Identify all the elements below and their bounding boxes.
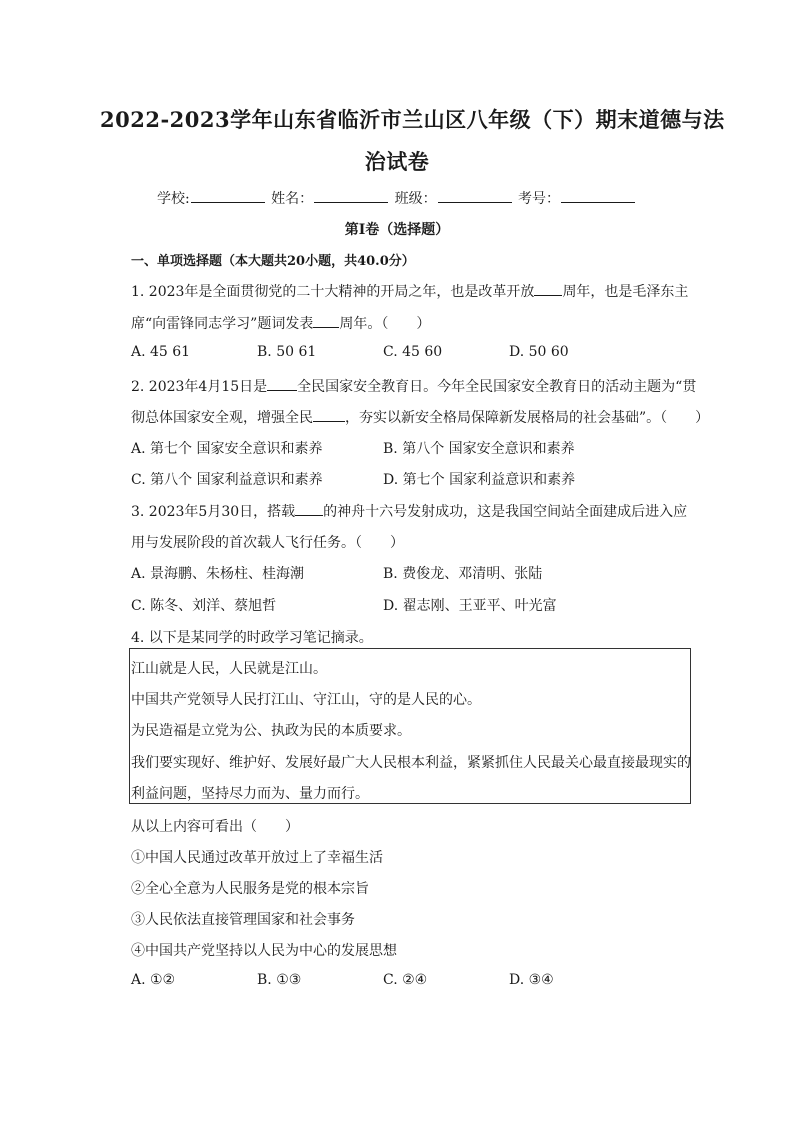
q1-text-a: 1. 2023年是全面贯彻党的二十大精神的开局之年，也是改革开放 [131,284,535,300]
q2-line-2 [131,407,709,427]
school-blank [191,190,265,203]
q2-blank-1 [267,378,297,391]
name-label: 姓名： [271,191,314,207]
notes-line-3: 为民造福是立党为公、执政为民的本质要求。 [131,723,411,739]
q1-text-d: 周年。（ ） [339,316,431,332]
q3-option-d: D. 翟志刚、王亚平、叶光富 [383,598,557,614]
q3-text-a: 3. 2023年5月30日，搭载 [131,504,296,520]
q3-option-c: C. 陈冬、刘洋、蔡旭哲 [131,598,277,614]
volume-heading: 第I卷（选择题） [344,222,450,238]
name-blank [314,190,388,203]
q2-blank-2 [313,409,345,422]
q1-option-a: A. 45 61 [131,344,191,360]
q4-stem: 4. 以下是某同学的时政学习笔记摘录。 [131,630,373,646]
class-label: 班级： [394,191,437,207]
school-label: 学校: [156,191,190,207]
q3-option-a: A. 景海鹏、朱杨柱、桂海潮 [131,566,305,582]
q1-option-b: B. 50 61 [257,344,317,360]
q4-option-c: C. ②④ [383,972,428,988]
q3-option-b: B. 费俊龙、邓清明、张陆 [383,566,543,582]
q4-option-a: A. ①② [131,972,176,988]
q2-option-b: B. 第八个 国家安全意识和素养 [383,441,575,457]
q3-line-2: 用与发展阶段的首次载人飞行任务。（ ） [131,535,404,551]
q4-option-d: D. ③④ [509,972,554,988]
section-heading: 一、单项选择题（本大题共20小题，共40.0分） [131,254,415,269]
q1-option-c: C. 45 60 [383,344,443,360]
q1-blank-1 [534,283,562,296]
q2-option-a: A. 第七个 国家安全意识和素养 [131,441,323,457]
class-blank [438,190,512,203]
q1-line-2 [131,313,430,333]
notes-line-2: 中国共产党领导人民打江山、守江山，守的是人民的心。 [131,692,481,708]
q2-text-c: 彻总体国家安全观，增强全民 [131,410,313,426]
number-label: 考号： [518,191,561,207]
q2-text-d: ，夯实以新安全格局保障新发展格局的社会基础”。（ ） [345,410,710,426]
q3-text-b: 的神舟十六号发射成功，这是我国空间站全面建成后进入应 [323,504,688,520]
notes-line-5: 利益问题，坚持尽力而为、量力而行。 [131,786,369,802]
q4-item-1: ①中国人民通过改革开放过上了幸福生活 [131,850,383,866]
q1-line-1 [131,281,688,301]
q1-option-d: D. 50 60 [509,344,569,360]
notes-line-4: 我们要实现好、维护好、发展好最广大人民根本利益，紧紧抓住人民最关心最直接最现实的 [131,755,691,771]
q2-option-d: D. 第七个 国家利益意识和素养 [383,472,576,488]
number-blank [561,190,635,203]
q4-item-2: ②全心全意为人民服务是党的根本宗旨 [131,881,369,897]
q3-line-1 [131,501,687,521]
q2-text-a: 2. 2023年4月15日是 [131,379,268,395]
q4-item-3: ③人民依法直接管理国家和社会事务 [131,912,355,928]
q3-blank-1 [295,503,323,516]
q2-text-b: 全民国家安全教育日。今年全民国家安全教育日的活动主题为“贯 [297,379,697,395]
exam-title-line-2: 治试卷 [364,149,430,174]
q1-text-c: 席“向雷锋同志学习”题词发表 [131,316,314,332]
q4-option-b: B. ①③ [257,972,302,988]
q4-prompt: 从以上内容可看出（ ） [131,819,299,835]
exam-title-line-1: 2022-2023学年山东省临沂市兰山区八年级（下）期末道德与法 [100,107,725,132]
student-info-row [0,188,794,208]
q2-option-c: C. 第八个 国家利益意识和素养 [131,472,323,488]
notes-line-1: 江山就是人民，人民就是江山。 [131,661,327,677]
q1-blank-2 [313,315,339,328]
q4-item-4: ④中国共产党坚持以人民为中心的发展思想 [131,943,397,959]
q1-text-b: 周年，也是毛泽东主 [562,284,689,300]
q2-line-1 [131,376,696,396]
